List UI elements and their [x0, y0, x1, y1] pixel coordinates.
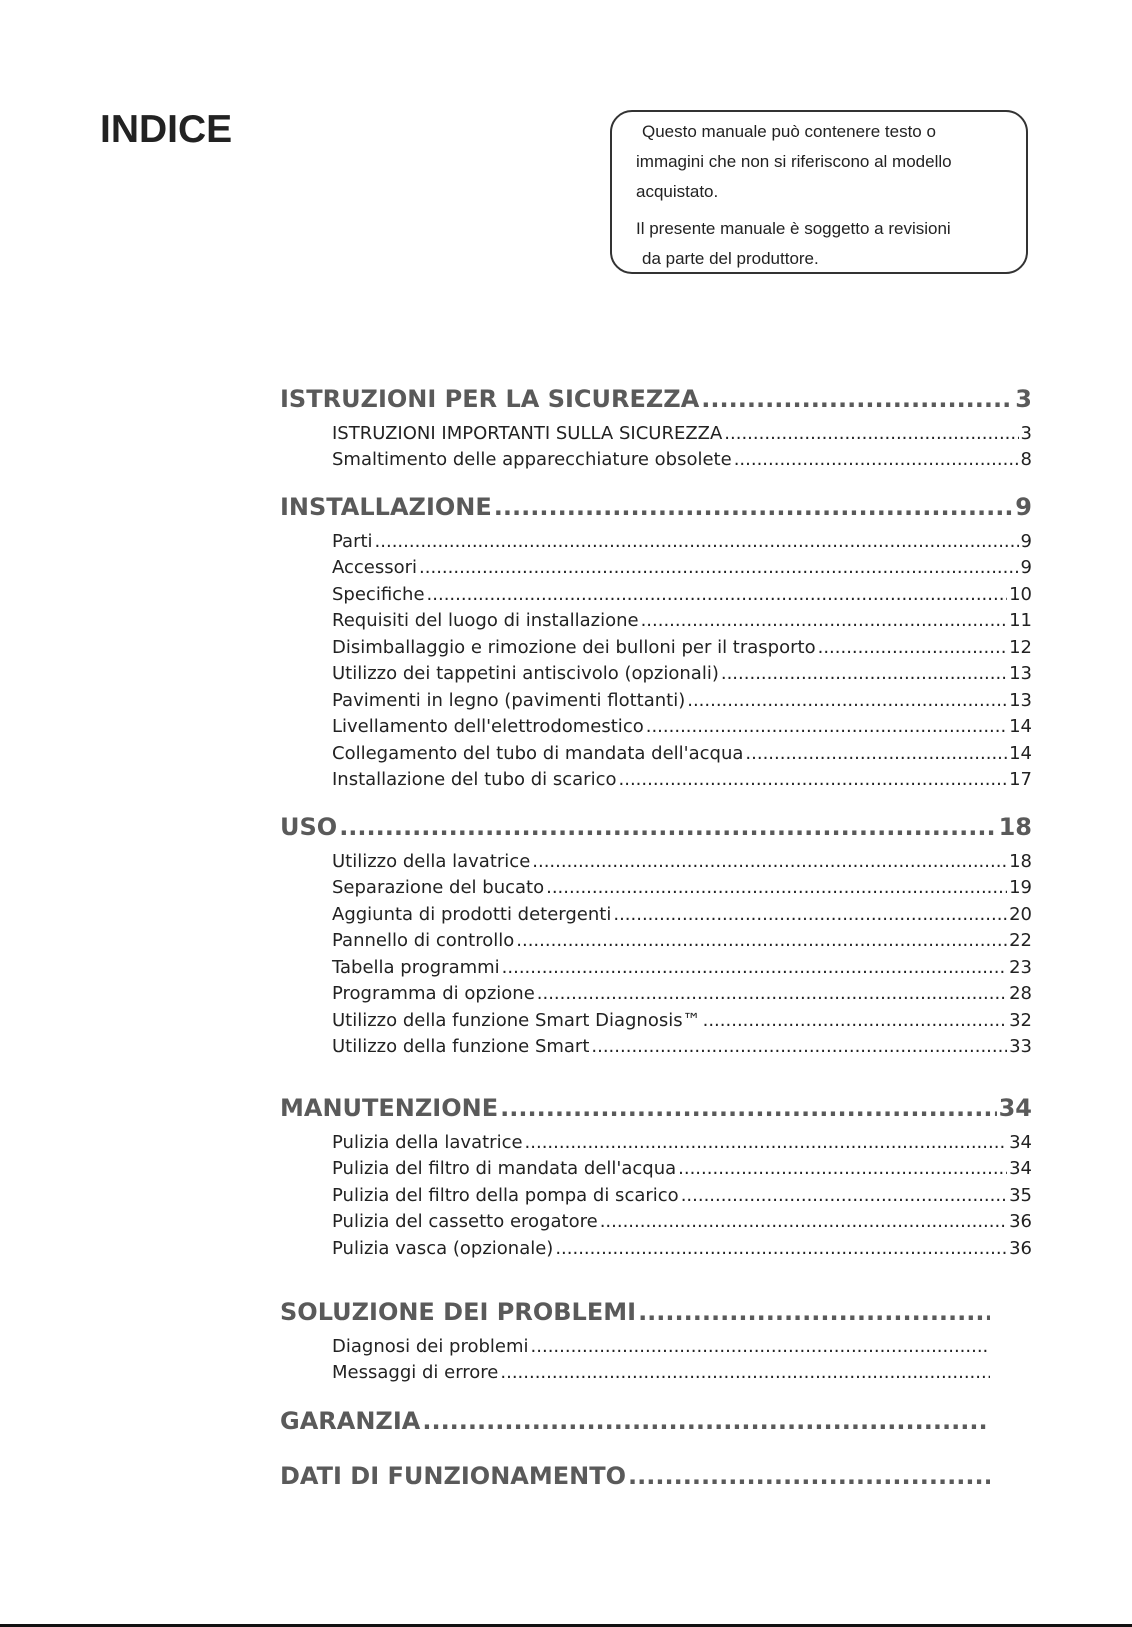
toc-page-number: 18 [998, 813, 1032, 841]
dot-leader [678, 1158, 1007, 1179]
dot-leader [532, 851, 1007, 872]
toc-page-number: 23 [1009, 957, 1032, 978]
toc-section-use[interactable] [280, 813, 1032, 841]
toc-entry-label: Messaggi di errore [332, 1362, 499, 1383]
toc-entry[interactable] [280, 663, 1032, 684]
dot-leader [516, 930, 1007, 951]
toc-entry[interactable] [280, 610, 1032, 631]
toc-page-number: 9 [1020, 557, 1032, 578]
toc-page-number: 10 [1009, 584, 1032, 605]
dot-leader [638, 1298, 990, 1326]
dot-leader [646, 716, 1007, 737]
toc-entry[interactable] [280, 690, 1032, 711]
toc-entry[interactable] [280, 716, 1032, 737]
toc-page-number: 17 [1009, 769, 1032, 790]
toc-entry[interactable] [280, 743, 1032, 764]
toc-entry[interactable] [280, 957, 1032, 978]
toc-page-number: 34 [1009, 1158, 1032, 1179]
toc-entry[interactable] [280, 877, 1032, 898]
toc-page-number: 3 [1020, 423, 1032, 444]
dot-leader [427, 584, 1008, 605]
toc-entry-label: Separazione del bucato [332, 877, 545, 898]
toc-page-number: 18 [1009, 851, 1032, 872]
toc-entry[interactable] [280, 637, 1032, 658]
toc-entry-label: Installazione del tubo di scarico [332, 769, 617, 790]
toc-page-number: 3 [1015, 385, 1032, 413]
toc-page-number: 14 [1009, 716, 1032, 737]
toc-entry-label: Pannello di controllo [332, 930, 515, 951]
toc-entry-label: Pulizia del filtro della pompa di scarico [332, 1185, 679, 1206]
toc-section-label: DATI DI FUNZIONAMENTO [280, 1462, 626, 1490]
dot-leader [375, 531, 1019, 552]
toc-entry-label: Disimballaggio e rimozione dei bulloni per il trasporto [332, 637, 816, 658]
toc-page-number: 9 [1020, 531, 1032, 552]
toc-entry-label: ISTRUZIONI IMPORTANTI SULLA SICUREZZA [332, 423, 723, 444]
dot-leader [613, 904, 1007, 925]
dot-leader [619, 769, 1008, 790]
dot-leader [687, 690, 1007, 711]
disclaimer-line: immagini che non si riferiscono al modello [636, 152, 952, 171]
dot-leader [701, 385, 1013, 413]
toc-page-number: 14 [1009, 743, 1032, 764]
toc-entry[interactable] [280, 1362, 992, 1383]
dot-leader [724, 423, 1018, 444]
disclaimer-line: Questo manuale può contenere testo o [642, 122, 936, 141]
toc-section-label: SOLUZIONE DEI PROBLEMI [280, 1298, 637, 1326]
dot-leader [494, 493, 1014, 521]
toc-entry[interactable] [280, 557, 1032, 578]
toc-entry-label: Parti [332, 531, 373, 552]
toc-entry[interactable] [280, 769, 1032, 790]
toc-entry[interactable] [280, 1185, 1032, 1206]
toc-page-number: 28 [1009, 983, 1032, 1004]
toc-entry-label: Pulizia del filtro di mandata dell'acqua [332, 1158, 677, 1179]
dot-leader [531, 1336, 990, 1357]
toc-page-number: 36 [1009, 1238, 1032, 1259]
toc-entry-label: Requisiti del luogo di installazione [332, 610, 639, 631]
toc-page-number: 13 [1009, 663, 1032, 684]
toc-entry-label: Pulizia del cassetto erogatore [332, 1211, 598, 1232]
dot-leader [745, 743, 1007, 764]
toc-entry[interactable] [280, 1238, 1032, 1259]
dot-leader [703, 1010, 1007, 1031]
toc-entry-label: Pulizia della lavatrice [332, 1132, 523, 1153]
page-title: INDICE [100, 108, 233, 151]
dot-leader [537, 983, 1007, 1004]
toc-page-number: 20 [1009, 904, 1032, 925]
toc-page-number: 11 [1009, 610, 1032, 631]
toc-page-number: 32 [1009, 1010, 1032, 1031]
toc-entry-label: Utilizzo della funzione Smart Diagnosis™ [332, 1010, 701, 1031]
toc-entry-label: Pulizia vasca (opzionale) [332, 1238, 554, 1259]
toc-entry[interactable] [280, 1211, 1032, 1232]
toc-page-number: 19 [1009, 877, 1032, 898]
toc-page-number: 13 [1009, 690, 1032, 711]
toc-entry-label: Programma di opzione [332, 983, 535, 1004]
toc-entry-label: Accessori [332, 557, 418, 578]
toc-section-operating-data[interactable] [280, 1462, 992, 1490]
disclaimer-line: acquistato. [636, 182, 719, 201]
dot-leader [500, 1094, 996, 1122]
toc-entry-label: Diagnosi dei problemi [332, 1336, 529, 1357]
toc-entry-label: Tabella programmi [332, 957, 500, 978]
toc-entry[interactable] [280, 423, 1032, 444]
toc-section-warranty[interactable] [280, 1407, 992, 1435]
dot-leader [502, 957, 1007, 978]
dot-leader [339, 813, 996, 841]
toc-entry-label: Aggiunta di prodotti detergenti [332, 904, 612, 925]
dot-leader [628, 1462, 990, 1490]
toc-entry-label: Utilizzo della funzione Smart [332, 1036, 590, 1057]
toc-page-number: 22 [1009, 930, 1032, 951]
toc-page-number: 34 [1009, 1132, 1032, 1153]
toc-page-number: 36 [1009, 1211, 1032, 1232]
toc-page-number: 34 [998, 1094, 1032, 1122]
toc-entry[interactable] [280, 1336, 992, 1357]
dot-leader [419, 557, 1019, 578]
toc-section-label: GARANZIA [280, 1407, 421, 1435]
dot-leader [591, 1036, 1007, 1057]
dot-leader [422, 1407, 990, 1435]
toc-section-label: USO [280, 813, 338, 841]
toc-entry[interactable] [280, 1036, 1032, 1057]
disclaimer-box [610, 110, 1028, 274]
disclaimer-line: da parte del produttore. [642, 249, 819, 268]
toc-page-number: 35 [1009, 1185, 1032, 1206]
toc-entry[interactable] [280, 1010, 1032, 1031]
toc-entry[interactable] [280, 531, 1032, 552]
toc-page-number: 33 [1009, 1036, 1032, 1057]
dot-leader [546, 877, 1007, 898]
toc-entry[interactable] [280, 1132, 1032, 1153]
toc-section-label: ISTRUZIONI PER LA SICUREZZA [280, 385, 700, 413]
toc-entry-label: Specifiche [332, 584, 425, 605]
toc-entry-label: Utilizzo della lavatrice [332, 851, 531, 872]
toc-entry[interactable] [280, 449, 1032, 470]
toc-section-troubleshooting[interactable] [280, 1298, 992, 1326]
toc-entry[interactable] [280, 983, 1032, 1004]
toc-page-number: 8 [1020, 449, 1032, 470]
toc-section-maintenance[interactable] [280, 1094, 1032, 1122]
toc-page-number: 12 [1009, 637, 1032, 658]
toc-entry[interactable] [280, 1158, 1032, 1179]
toc-entry-label: Smaltimento delle apparecchiature obsolete [332, 449, 732, 470]
toc-page-number: 9 [1015, 493, 1032, 521]
toc-entry-label: Pavimenti in legno (pavimenti flottanti) [332, 690, 686, 711]
toc-section-label: MANUTENZIONE [280, 1094, 499, 1122]
toc-section-label: INSTALLAZIONE [280, 493, 492, 521]
toc-section-safety[interactable] [280, 385, 1032, 413]
dot-leader [721, 663, 1007, 684]
toc-entry[interactable] [280, 584, 1032, 605]
toc-entry[interactable] [280, 904, 1032, 925]
dot-leader [500, 1362, 990, 1383]
disclaimer-line: Il presente manuale è soggetto a revisioni [636, 219, 951, 238]
toc-entry[interactable] [280, 930, 1032, 951]
dot-leader [641, 610, 1008, 631]
dot-leader [734, 449, 1019, 470]
dot-leader [818, 637, 1008, 658]
toc-entry-label: Collegamento del tubo di mandata dell'acqua [332, 743, 744, 764]
toc-section-installation[interactable] [280, 493, 1032, 521]
toc-entry[interactable] [280, 851, 1032, 872]
dot-leader [555, 1238, 1007, 1259]
toc-entry-label: Utilizzo dei tappetini antiscivolo (opzionali) [332, 663, 719, 684]
dot-leader [525, 1132, 1008, 1153]
dot-leader [681, 1185, 1007, 1206]
toc-entry-label: Livellamento dell'elettrodomestico [332, 716, 644, 737]
dot-leader [600, 1211, 1007, 1232]
